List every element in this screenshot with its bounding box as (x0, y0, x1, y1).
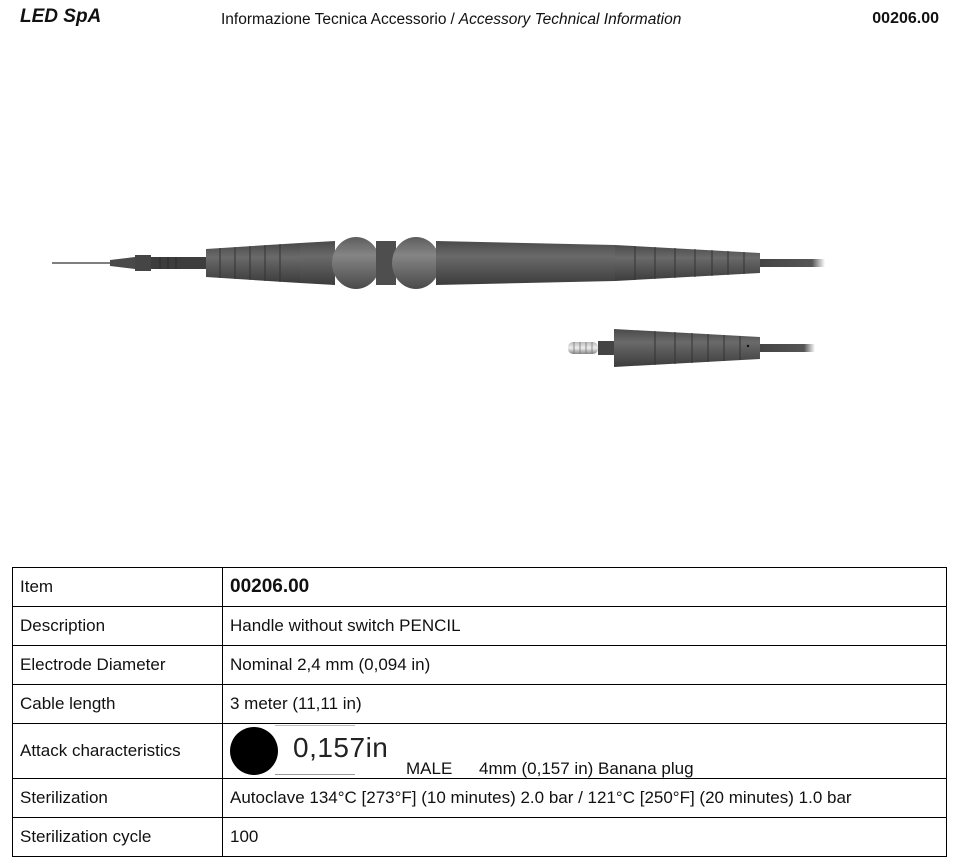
table-row (13, 779, 947, 818)
attack-characteristics-label: Attack characteristics (13, 724, 223, 779)
plug-description: 4mm (0,157 in) Banana plug (479, 759, 694, 778)
table-row (13, 818, 947, 857)
electrode-diameter-label: Electrode Diameter (13, 646, 223, 685)
sterilization-value: Autoclave 134°C [273°F] (10 minutes) 2.0 bar / 121°C [250°F] (20 minutes) 1.0 bar (223, 779, 947, 818)
document-header (0, 0, 954, 40)
pencil-handle (52, 237, 825, 289)
attack-characteristics-value (223, 724, 947, 779)
plug-size-label: 0,157in (293, 732, 389, 763)
brand-name: LED SpA (20, 6, 102, 27)
table-row (13, 685, 947, 724)
item-label: Item (13, 568, 223, 607)
description-label: Description (13, 607, 223, 646)
description-value: Handle without switch PENCIL (223, 607, 947, 646)
plug-dimension-line (275, 774, 355, 775)
cable-length-value: 3 meter (11,11 in) (223, 685, 947, 724)
plug-gender: MALE (406, 759, 453, 778)
item-value: 00206.00 (223, 568, 947, 607)
product-image (40, 215, 840, 375)
table-row (13, 607, 947, 646)
sterilization-label: Sterilization (13, 779, 223, 818)
cable-length-label: Cable length (13, 685, 223, 724)
table-row (13, 646, 947, 685)
specifications-table (12, 567, 947, 857)
document-title (221, 11, 681, 29)
plug-dimension-line (275, 725, 355, 726)
banana-plug (568, 329, 815, 367)
table-row (13, 568, 947, 607)
title-italian: Informazione Tecnica Accessorio (221, 11, 447, 28)
table-row (13, 724, 947, 779)
title-separator: / (450, 11, 455, 28)
electrode-diameter-value: Nominal 2,4 mm (0,094 in) (223, 646, 947, 685)
sterilization-cycle-value: 100 (223, 818, 947, 857)
sterilization-cycle-label: Sterilization cycle (13, 818, 223, 857)
plug-symbol-icon (230, 727, 278, 775)
title-english: Accessory Technical Information (458, 11, 682, 28)
document-code: 00206.00 (872, 10, 939, 27)
